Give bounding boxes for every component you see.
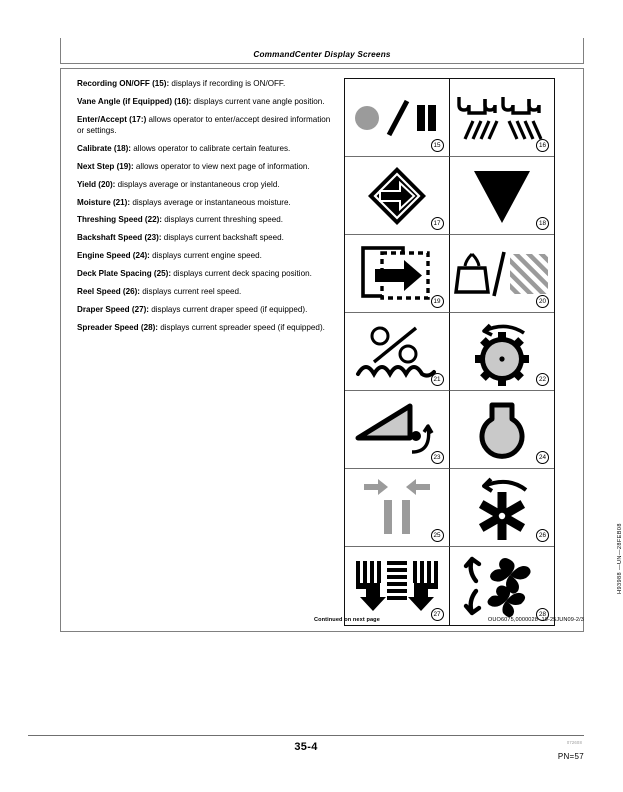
yield-scale-hatch-icon xyxy=(456,248,548,300)
description-term: Backshaft Speed (23): xyxy=(77,233,162,243)
description-text: allows operator to view next page of information. xyxy=(133,161,310,171)
description-text: displays average or instantaneous crop yield. xyxy=(115,179,280,189)
icon-cell-next-step xyxy=(345,235,450,313)
footer-divider xyxy=(28,735,584,736)
callout-number: 25 xyxy=(431,529,444,542)
page-title: CommandCenter Display Screens xyxy=(253,50,391,59)
description-text: displays current engine speed. xyxy=(149,251,262,261)
icon-cell-threshing-speed xyxy=(450,313,555,391)
icon-cell-deck-plate-spacing xyxy=(345,469,450,547)
description-item xyxy=(77,251,337,262)
callout-number: 17 xyxy=(431,217,444,230)
icon-cell-spreader-speed xyxy=(450,547,555,625)
enter-accept-arrow-diamond-icon xyxy=(366,165,428,227)
deck-plate-spacing-bars-icon xyxy=(360,478,434,538)
icon-cell-backshaft-speed xyxy=(345,391,450,469)
icon-cell-reel-speed xyxy=(450,469,555,547)
callout-number: 16 xyxy=(536,139,549,152)
description-item xyxy=(77,180,337,191)
description-text: displays current backshaft speed. xyxy=(161,233,284,243)
icon-cell-recording-on-off xyxy=(345,79,450,157)
description-term: Threshing Speed (22): xyxy=(77,215,162,225)
description-text: displays current spreader speed (if equipped). xyxy=(157,323,325,333)
description-item xyxy=(77,323,337,334)
description-item xyxy=(77,162,337,173)
icon-cell-yield xyxy=(450,235,555,313)
icon-cell-draper-speed xyxy=(345,547,450,625)
footer-small-code: 072608 xyxy=(566,740,582,745)
icon-cell-calibrate xyxy=(450,157,555,235)
pn-code: PN=57 xyxy=(557,752,584,761)
footnote-divider xyxy=(60,631,584,632)
callout-number: 28 xyxy=(536,608,549,621)
callout-number: 19 xyxy=(431,295,444,308)
description-term: Reel Speed (26): xyxy=(77,287,140,297)
callout-number: 18 xyxy=(536,217,549,230)
threshing-cylinder-rotation-icon xyxy=(466,321,538,383)
continued-on-next-page-note: Continued on next page xyxy=(314,617,380,623)
description-term: Yield (20): xyxy=(77,179,116,189)
description-item xyxy=(77,79,337,90)
description-text: displays current threshing speed. xyxy=(162,215,284,225)
callout-number: 23 xyxy=(431,451,444,464)
icon-legend-grid xyxy=(344,78,555,626)
callout-number: 27 xyxy=(431,608,444,621)
description-term: Draper Speed (27): xyxy=(77,305,149,315)
description-item xyxy=(77,115,337,136)
next-step-page-arrow-icon xyxy=(360,245,434,303)
content-frame xyxy=(60,68,623,632)
engine-bulb-icon xyxy=(471,399,533,461)
reel-star-rotation-icon xyxy=(464,476,540,540)
description-list xyxy=(77,79,337,341)
running-header-box xyxy=(60,38,584,64)
callout-number: 22 xyxy=(536,373,549,386)
description-text: allows operator to calibrate certain features. xyxy=(130,143,291,153)
description-text: displays current reel speed. xyxy=(139,287,242,297)
callout-number: 26 xyxy=(536,529,549,542)
document-revision-code: OUO6075,0000028 -19-25JUN09-2/3 xyxy=(487,617,584,623)
description-text: displays if recording is ON/OFF. xyxy=(169,79,286,88)
description-term: Enter/Accept (17:) xyxy=(77,114,147,124)
description-text: displays current draper speed (if equipped). xyxy=(148,305,308,315)
description-term: Deck Plate Spacing (25): xyxy=(77,269,172,279)
page-number: 35-4 xyxy=(294,741,318,753)
callout-number: 20 xyxy=(536,295,549,308)
description-term: Spreader Speed (28): xyxy=(77,323,158,333)
description-term: Vane Angle (if Equipped) (16): xyxy=(77,96,192,106)
description-term: Calibrate (18): xyxy=(77,143,131,153)
callout-number: 15 xyxy=(431,139,444,152)
description-term: Moisture (21): xyxy=(77,197,131,207)
description-text: displays current deck spacing position. xyxy=(171,269,312,279)
description-text: displays average or instantaneous moisture. xyxy=(130,197,291,207)
description-item xyxy=(77,233,337,244)
record-pause-icon xyxy=(349,93,445,143)
moisture-percent-waves-icon xyxy=(354,324,440,380)
icon-cell-engine-speed xyxy=(450,391,555,469)
description-text: displays current vane angle position. xyxy=(191,96,325,106)
icon-cell-vane-angle xyxy=(450,79,555,157)
description-item xyxy=(77,287,337,298)
description-item xyxy=(77,144,337,155)
description-item xyxy=(77,198,337,209)
icon-cell-enter-accept xyxy=(345,157,450,235)
description-item xyxy=(77,215,337,226)
calibrate-triangle-icon xyxy=(470,167,534,225)
draper-belt-arrows-icon xyxy=(350,557,444,615)
callout-number: 21 xyxy=(431,373,444,386)
callout-number: 24 xyxy=(536,451,549,464)
description-term: Recording ON/OFF (15): xyxy=(77,79,170,88)
description-term: Engine Speed (24): xyxy=(77,251,150,261)
backshaft-wedge-rotation-icon xyxy=(354,402,440,458)
description-item xyxy=(77,305,337,316)
vane-angle-icon xyxy=(453,91,551,145)
description-text: allows operator to enter/accept desired information or settings. xyxy=(77,114,331,135)
description-item xyxy=(77,269,337,280)
description-item xyxy=(77,97,337,108)
icon-cell-moisture xyxy=(345,313,450,391)
description-term: Next Step (19): xyxy=(77,161,134,171)
spreader-blades-icon xyxy=(460,555,544,617)
illustration-code: H93988 —UN—28FEB08 xyxy=(617,523,623,594)
